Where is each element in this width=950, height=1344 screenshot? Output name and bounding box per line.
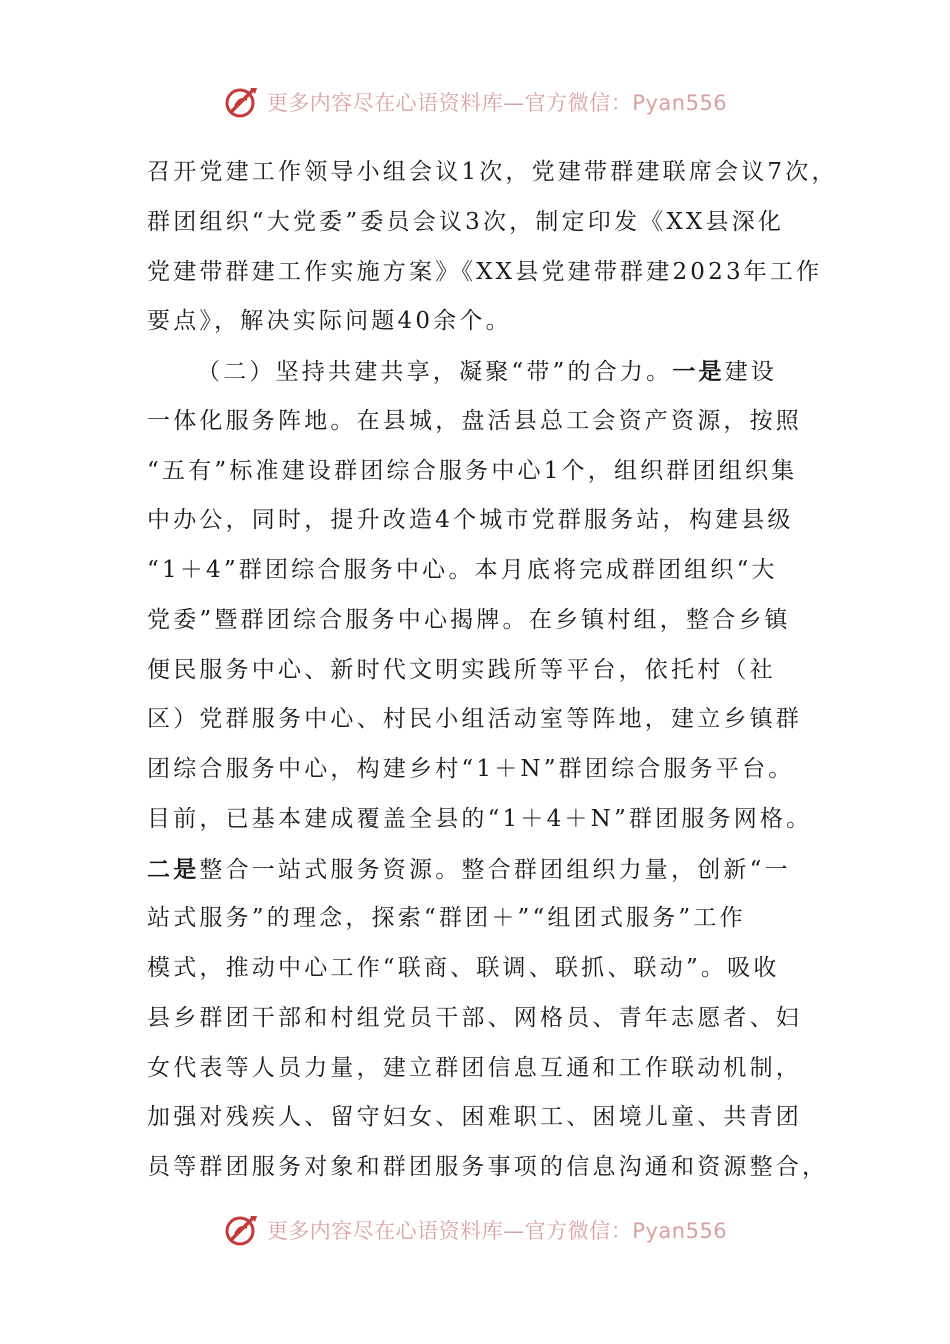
- text-line: 中办公，同时，提升改造4个城市党群服务站，构建县级: [147, 507, 794, 534]
- text-line: 党委”暨群团综合服务中心揭牌。在乡镇村组，整合乡镇: [147, 606, 791, 633]
- text-line: 站式服务”的理念，探索“群团＋”“组团式服务”工作: [147, 905, 746, 932]
- text-line: 目前，已基本建成覆盖全县的“1＋4＋N”群团服务网格。: [147, 805, 813, 832]
- banner-text: 更多内容尽在心语资料库—官方微信：Pyan556: [266, 1219, 728, 1243]
- bold-lead: 一是: [672, 358, 725, 385]
- text-line: 县乡群团干部和村组党员干部、网格员、青年志愿者、妇: [147, 1004, 802, 1031]
- text-line: 便民服务中心、新时代文明实践所等平台，依托村（社: [147, 656, 776, 683]
- text-line: 员等群团服务对象和群团服务事项的信息沟通和资源整合，: [147, 1154, 829, 1180]
- text-line: 群团组织“大党委”委员会议3次，制定印发《XX县深化: [147, 208, 785, 235]
- text-line: 女代表等人员力量，建立群团信息互通和工作联动机制，: [147, 1054, 802, 1081]
- text-line: 要点》，解决实际问题40余个。: [147, 308, 512, 335]
- header-banner: [0, 80, 950, 124]
- section-heading-line: （二）坚持共建共享，凝聚“带”的合力。一是建设: [197, 358, 778, 385]
- text-line: 区）党群服务中心、村民小组活动室等阵地，建立乡镇群: [147, 706, 802, 733]
- text-line: 加强对残疾人、留守妇女、困难职工、困境儿童、共青团: [147, 1104, 802, 1131]
- text-line: 党建带群建工作实施方案》《XX县党建带群建2023年工作: [147, 258, 823, 285]
- footer-banner: [0, 1208, 950, 1252]
- text-line: 团综合服务中心，构建乡村“1＋N”群团综合服务平台。: [147, 756, 795, 782]
- text-line: “五有”标准建设群团综合服务中心1个，组织群团组织集: [147, 457, 798, 484]
- pen-circle-logo-icon: [223, 1210, 263, 1250]
- banner-text: 更多内容尽在心语资料库—官方微信：Pyan556: [266, 91, 728, 115]
- text-line: “1＋4”群团综合服务中心。本月底将完成群团组织“大: [147, 557, 778, 583]
- document-body: [147, 148, 838, 1193]
- text-line: 二是整合一站式服务资源。整合群团组织力量，创新“一: [147, 855, 791, 883]
- text-line: 召开党建工作领导小组会议1次，党建带群建联席会议7次，: [147, 159, 838, 185]
- text-line: 一体化服务阵地。在县城，盘活县总工会资产资源，按照: [147, 407, 802, 434]
- bold-lead: 二是: [147, 855, 200, 883]
- text-line: 模式，推动中心工作“联商、联调、联抓、联动”。吸收: [147, 955, 780, 981]
- pen-circle-logo-icon: [223, 82, 263, 122]
